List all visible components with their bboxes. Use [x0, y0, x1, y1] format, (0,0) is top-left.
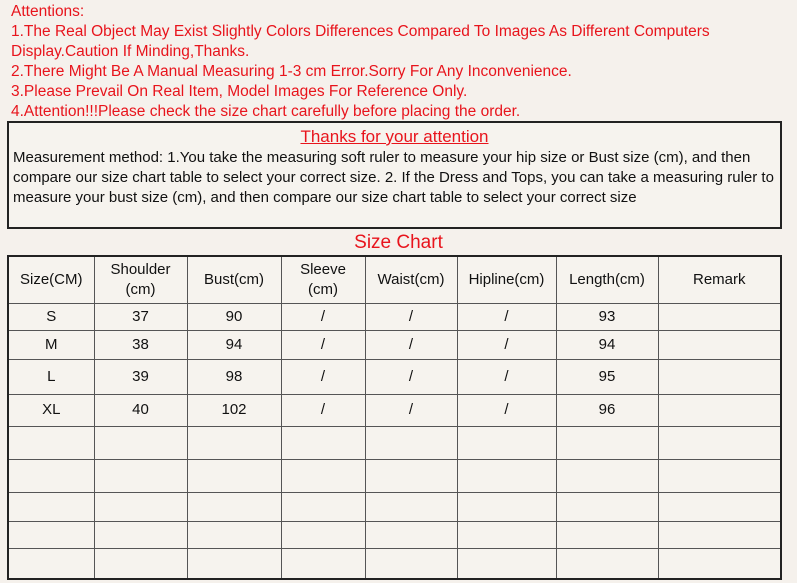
note-body: Measurement method: 1.You take the measuring soft ruler to measure your hip size or Bust size (cm), and then compare our size chart table to select your correct size. 2. If the Dress and Tops, you can take a measuring ruler to measure your bust size (cm), and then compare our size chart table to select your correct size [13, 149, 774, 206]
cell-waist [365, 521, 457, 548]
col-header-waist: Waist(cm) [365, 256, 457, 303]
cell-waist [365, 548, 457, 579]
table-row [8, 426, 781, 459]
attention-line: 2.There Might Be A Manual Measuring 1-3 cm Error.Sorry For Any Inconvenience. [11, 63, 572, 80]
table-row [8, 521, 781, 548]
col-header-remark: Remark [658, 256, 781, 303]
col-header-hipline: Hipline(cm) [457, 256, 556, 303]
cell-shoulder [94, 426, 187, 459]
cell-length [556, 548, 658, 579]
cell-bust: 102 [187, 394, 281, 426]
cell-waist: / [365, 394, 457, 426]
cell-shoulder [94, 548, 187, 579]
cell-size: S [8, 303, 94, 330]
cell-sleeve: / [281, 359, 365, 394]
cell-hipline: / [457, 359, 556, 394]
cell-bust [187, 521, 281, 548]
cell-hipline: / [457, 303, 556, 330]
note-title: Thanks for your attention [300, 127, 489, 146]
measurement-note-box [7, 121, 782, 229]
attentions-heading: Attentions: [11, 3, 85, 20]
cell-shoulder: 40 [94, 394, 187, 426]
attention-line: 4.Attention!!!Please check the size chart carefully before placing the order. [11, 103, 521, 120]
cell-remark [658, 492, 781, 521]
cell-shoulder [94, 459, 187, 492]
cell-sleeve [281, 521, 365, 548]
cell-shoulder: 38 [94, 330, 187, 359]
cell-length [556, 521, 658, 548]
cell-hipline [457, 492, 556, 521]
size-chart-table [7, 255, 782, 580]
cell-remark [658, 303, 781, 330]
cell-size [8, 459, 94, 492]
cell-bust [187, 492, 281, 521]
cell-remark [658, 359, 781, 394]
cell-bust [187, 459, 281, 492]
col-header-shoulder: Shoulder (cm) [94, 256, 187, 303]
table-row [8, 548, 781, 579]
cell-bust [187, 548, 281, 579]
cell-length [556, 459, 658, 492]
cell-size [8, 548, 94, 579]
cell-bust: 94 [187, 330, 281, 359]
cell-size [8, 426, 94, 459]
table-row [8, 330, 781, 359]
table-row [8, 303, 781, 330]
cell-length [556, 492, 658, 521]
col-header-size: Size(CM) [8, 256, 94, 303]
cell-waist: / [365, 330, 457, 359]
cell-hipline [457, 426, 556, 459]
cell-length: 93 [556, 303, 658, 330]
cell-shoulder [94, 521, 187, 548]
cell-sleeve: / [281, 303, 365, 330]
cell-sleeve [281, 548, 365, 579]
cell-waist: / [365, 303, 457, 330]
cell-sleeve [281, 426, 365, 459]
table-row [8, 359, 781, 394]
cell-bust: 98 [187, 359, 281, 394]
attention-line: Display.Caution If Minding,Thanks. [11, 43, 250, 60]
cell-remark [658, 459, 781, 492]
cell-shoulder: 37 [94, 303, 187, 330]
cell-sleeve [281, 492, 365, 521]
cell-hipline [457, 459, 556, 492]
cell-remark [658, 521, 781, 548]
table-header-row [8, 256, 781, 303]
cell-size: M [8, 330, 94, 359]
cell-sleeve: / [281, 330, 365, 359]
col-header-sleeve: Sleeve (cm) [281, 256, 365, 303]
table-row [8, 459, 781, 492]
cell-waist [365, 459, 457, 492]
table-row [8, 492, 781, 521]
cell-remark [658, 548, 781, 579]
cell-sleeve: / [281, 394, 365, 426]
cell-remark [658, 394, 781, 426]
cell-bust: 90 [187, 303, 281, 330]
cell-waist: / [365, 359, 457, 394]
cell-waist [365, 492, 457, 521]
cell-remark [658, 426, 781, 459]
cell-length: 96 [556, 394, 658, 426]
cell-waist [365, 426, 457, 459]
cell-remark [658, 330, 781, 359]
cell-size [8, 492, 94, 521]
cell-length: 94 [556, 330, 658, 359]
cell-sleeve [281, 459, 365, 492]
attentions-notice [11, 2, 791, 122]
cell-hipline [457, 548, 556, 579]
cell-shoulder [94, 492, 187, 521]
cell-length: 95 [556, 359, 658, 394]
cell-length [556, 426, 658, 459]
cell-size: XL [8, 394, 94, 426]
size-chart-title: Size Chart [354, 232, 443, 253]
cell-bust [187, 426, 281, 459]
cell-size [8, 521, 94, 548]
table-row [8, 394, 781, 426]
cell-hipline [457, 521, 556, 548]
attention-line: 1.The Real Object May Exist Slightly Colors Differences Compared To Images As Different Computers [11, 23, 710, 40]
col-header-length: Length(cm) [556, 256, 658, 303]
cell-shoulder: 39 [94, 359, 187, 394]
col-header-bust: Bust(cm) [187, 256, 281, 303]
cell-hipline: / [457, 394, 556, 426]
attention-line: 3.Please Prevail On Real Item, Model Images For Reference Only. [11, 83, 468, 100]
cell-hipline: / [457, 330, 556, 359]
cell-size: L [8, 359, 94, 394]
